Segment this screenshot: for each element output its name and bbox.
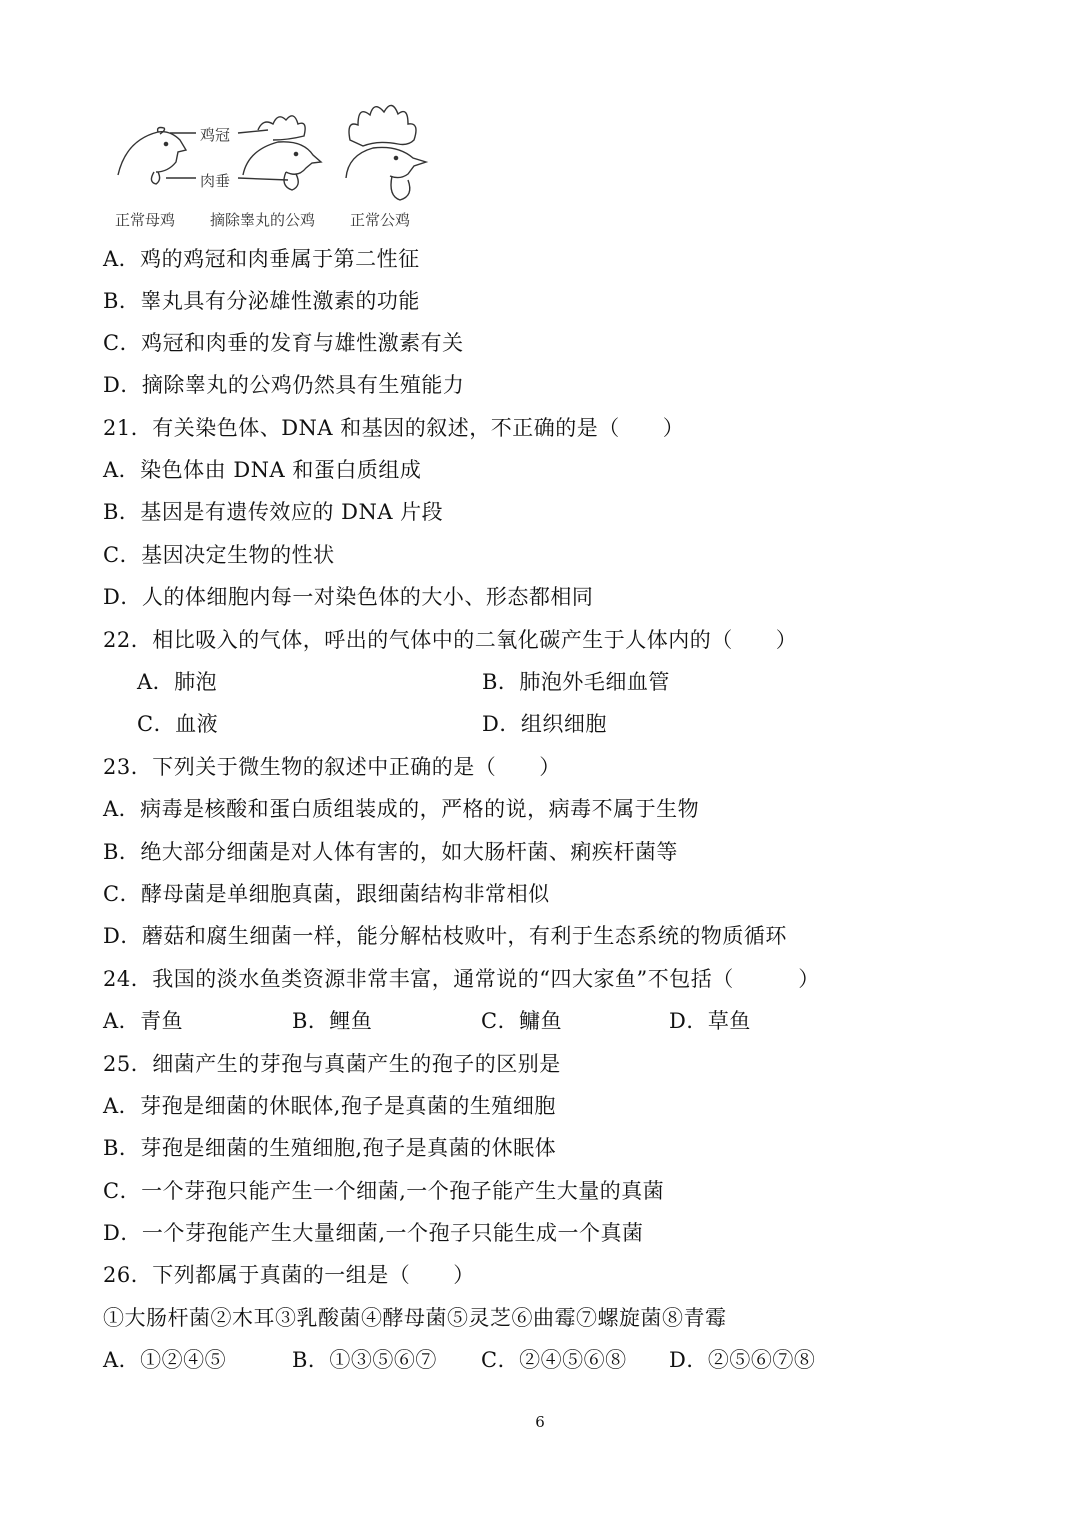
- q25-stem: 25．细菌产生的芽孢与真菌产生的孢子的区别是: [103, 1052, 561, 1076]
- q23-option-b: B．绝大部分细菌是对人体有害的，如大肠杆菌、痢疾杆菌等: [103, 840, 678, 864]
- hen-comb: [158, 128, 165, 135]
- q21-option-b: B．基因是有遗传效应的 DNA 片段: [103, 500, 444, 524]
- rooster-wattle: [391, 176, 410, 200]
- q23-option-d: D．蘑菇和腐生细菌一样，能分解枯枝败叶，有利于生态系统的物质循环: [103, 924, 787, 948]
- page-number: 6: [535, 1413, 545, 1431]
- q24-option-b: B．鲤鱼: [292, 1009, 373, 1033]
- capon-wattle: [284, 172, 298, 190]
- q23-option-a: A．病毒是核酸和蛋白质组装成的，严格的说，病毒不属于生物: [103, 797, 700, 821]
- q25-option-c: C．一个芽孢只能产生一个细菌,一个孢子能产生大量的真菌: [103, 1179, 665, 1203]
- q24-option-c: C．鳙鱼: [481, 1009, 563, 1033]
- q22-option-d: D．组织细胞: [482, 712, 607, 736]
- capon-head: [243, 142, 321, 175]
- capon-comb: [258, 116, 305, 140]
- q22-option-b: B．肺泡外毛细血管: [482, 670, 670, 694]
- q24-option-d: D．草鱼: [669, 1009, 751, 1033]
- q22-stem: 22．相比吸入的气体，呼出的气体中的二氧化碳产生于人体内的（ ）: [103, 628, 798, 652]
- q25-option-a: A．芽孢是细菌的休眠体,孢子是真菌的生殖细胞: [103, 1094, 556, 1118]
- q24-stem: 24．我国的淡水鱼类资源非常丰富，通常说的“四大家鱼”不包括（ ）: [103, 967, 820, 991]
- q22-option-a: A．肺泡: [137, 670, 218, 694]
- q25-option-b: B．芽孢是细菌的生殖细胞,孢子是真菌的休眠体: [103, 1136, 557, 1160]
- caption-hen: 正常母鸡: [115, 211, 176, 229]
- q21-option-a: A．染色体由 DNA 和蛋白质组成: [103, 458, 422, 482]
- q20-option-b: B．睾丸具有分泌雄性激素的功能: [103, 289, 420, 313]
- q20-option-d: D．摘除睾丸的公鸡仍然具有生殖能力: [103, 373, 465, 397]
- q26-option-b: B．①③⑤⑥⑦: [292, 1348, 437, 1372]
- q26-option-c: C．②④⑤⑥⑧: [481, 1348, 627, 1372]
- q21-stem: 21．有关染色体、DNA 和基因的叙述，不正确的是（ ）: [103, 416, 685, 440]
- q21-option-c: C．基因决定生物的性状: [103, 543, 335, 567]
- q23-option-c: C．酵母菌是单细胞真菌，跟细菌结构非常相似: [103, 882, 550, 906]
- hen-wattle: [151, 172, 159, 184]
- chicken-illustration: [108, 100, 438, 210]
- q20-option-a: A．鸡的鸡冠和肉垂属于第二性征: [103, 247, 420, 271]
- q20-option-c: C．鸡冠和肉垂的发育与雄性激素有关: [103, 331, 464, 355]
- q21-option-d: D．人的体细胞内每一对染色体的大小、形态都相同: [103, 585, 594, 609]
- q26-option-a: A．①②④⑤: [103, 1348, 227, 1372]
- q22-option-c: C．血液: [137, 712, 219, 736]
- rooster-comb: [349, 105, 416, 146]
- hen-head: [118, 132, 186, 175]
- q24-option-a: A．青鱼: [103, 1009, 184, 1033]
- wattle-label: 肉垂: [200, 172, 231, 190]
- q23-stem: 23．下列关于微生物的叙述中正确的是（ ）: [103, 755, 561, 779]
- q26-item-list: ①大肠杆菌②木耳③乳酸菌④酵母菌⑤灵芝⑥曲霉⑦螺旋菌⑧青霉: [103, 1306, 727, 1330]
- caption-rooster: 正常公鸡: [350, 211, 411, 229]
- q25-option-d: D．一个芽孢能产生大量细菌,一个孢子只能生成一个真菌: [103, 1221, 644, 1245]
- comb-label: 鸡冠: [200, 126, 231, 144]
- q26-option-d: D．②⑤⑥⑦⑧: [669, 1348, 816, 1372]
- caption-capon: 摘除睾丸的公鸡: [210, 211, 316, 229]
- q26-stem: 26．下列都属于真菌的一组是（ ）: [103, 1263, 475, 1287]
- rooster-head: [346, 147, 426, 178]
